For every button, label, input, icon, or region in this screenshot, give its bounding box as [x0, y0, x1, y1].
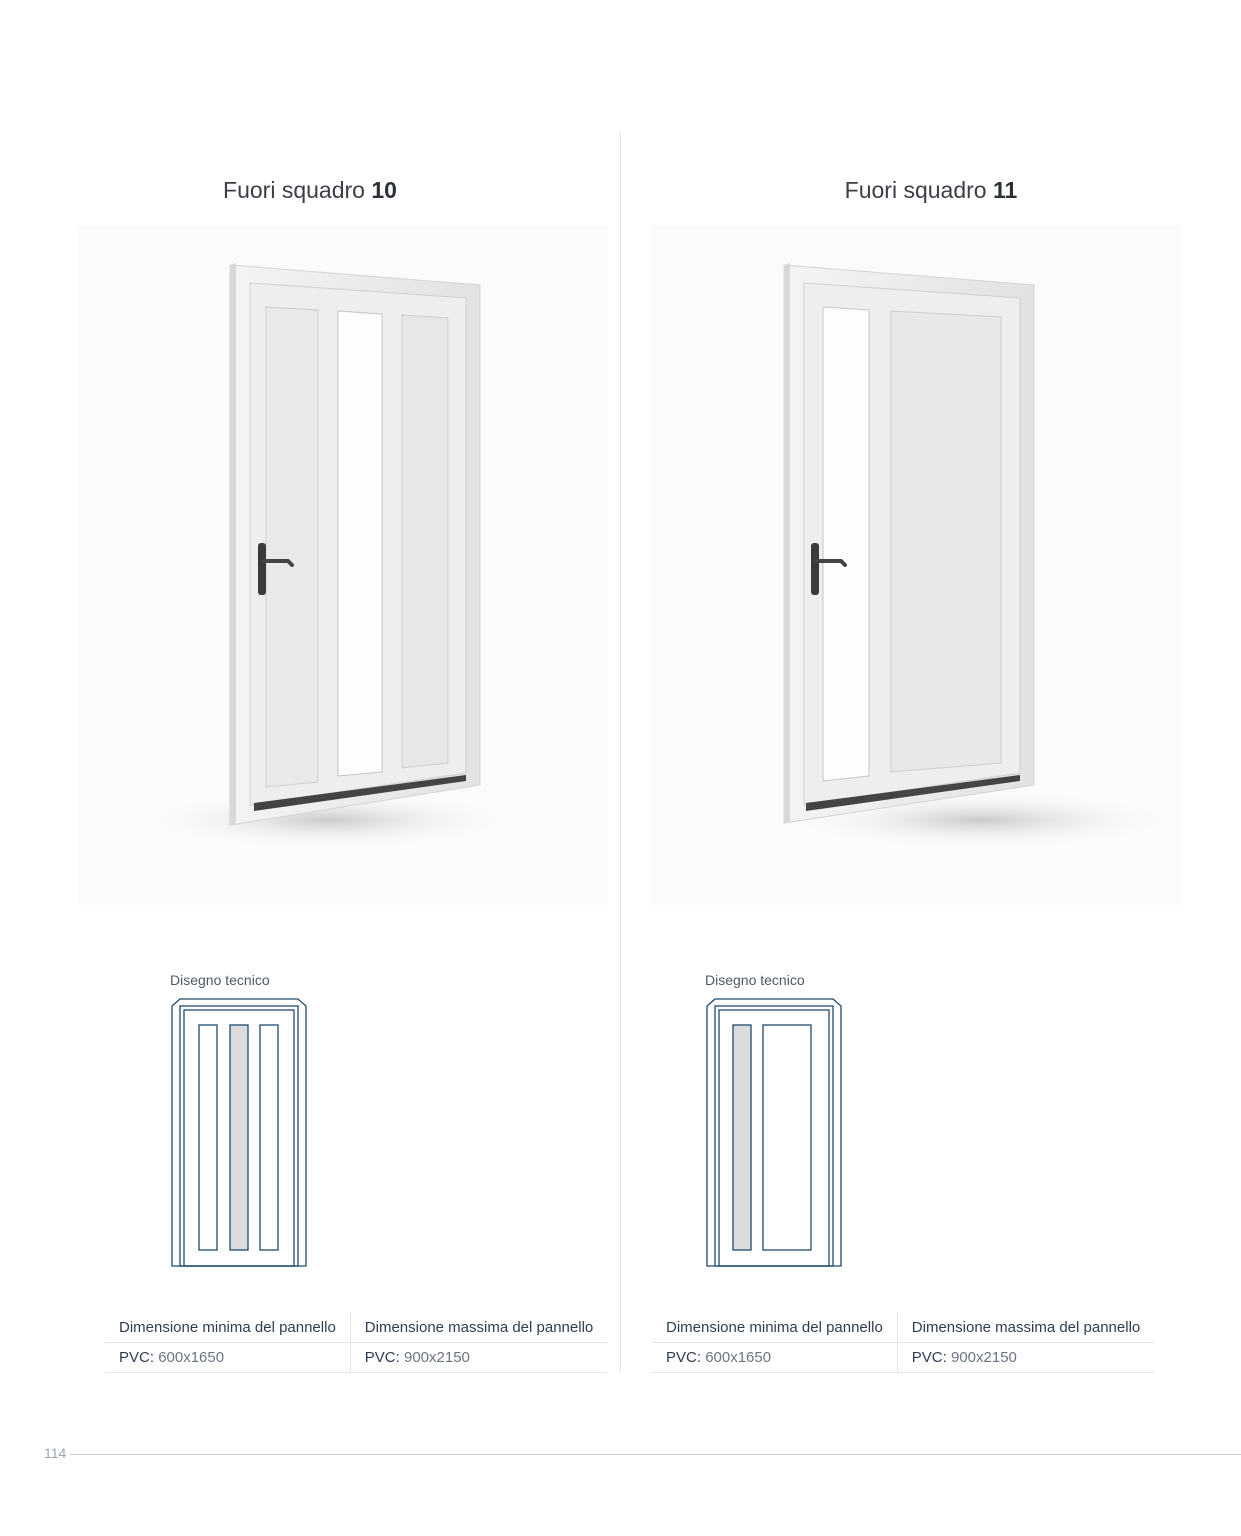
- dimension-value: 900x2150: [403, 1349, 470, 1366]
- dimension-value: 900x2150: [950, 1349, 1017, 1366]
- title-prefix: Fuori squadro: [844, 177, 987, 204]
- tech-drawing-label: Disegno tecnico: [705, 972, 805, 988]
- technical-drawing: [705, 996, 843, 1273]
- material-label: PVC:: [119, 1349, 155, 1366]
- material-label: PVC:: [364, 1349, 400, 1366]
- product-title: [0, 177, 620, 204]
- max-dimension-header: Dimensione massima del pannello: [897, 1313, 1154, 1343]
- page-number: 114: [44, 1445, 67, 1461]
- dimensions-table: [105, 1313, 594, 1373]
- title-number: 11: [992, 177, 1018, 204]
- door-render-image: [651, 225, 1181, 905]
- min-dimension-value: [652, 1343, 897, 1373]
- title-number: 10: [371, 177, 397, 204]
- footer-rule: [70, 1454, 1241, 1455]
- max-dimension-header: Dimensione massima del pannello: [350, 1313, 607, 1343]
- door-render-image: [78, 225, 608, 905]
- min-dimension-header: Dimensione minima del pannello: [105, 1313, 350, 1343]
- product-fuori-squadro-10: [0, 0, 620, 1400]
- max-dimension-value: [897, 1343, 1154, 1373]
- dimensions-table: [652, 1313, 1141, 1373]
- tech-drawing-label: Disegno tecnico: [170, 972, 270, 988]
- material-label: PVC:: [911, 1349, 947, 1366]
- dimension-value: 600x1650: [705, 1349, 772, 1366]
- min-dimension-header: Dimensione minima del pannello: [652, 1313, 897, 1343]
- material-label: PVC:: [666, 1349, 702, 1366]
- technical-drawing: [170, 996, 308, 1273]
- min-dimension-value: [105, 1343, 350, 1373]
- product-title: [621, 177, 1241, 204]
- product-fuori-squadro-11: [621, 0, 1241, 1400]
- title-prefix: Fuori squadro: [223, 177, 365, 204]
- dimension-value: 600x1650: [158, 1349, 225, 1366]
- max-dimension-value: [350, 1343, 607, 1373]
